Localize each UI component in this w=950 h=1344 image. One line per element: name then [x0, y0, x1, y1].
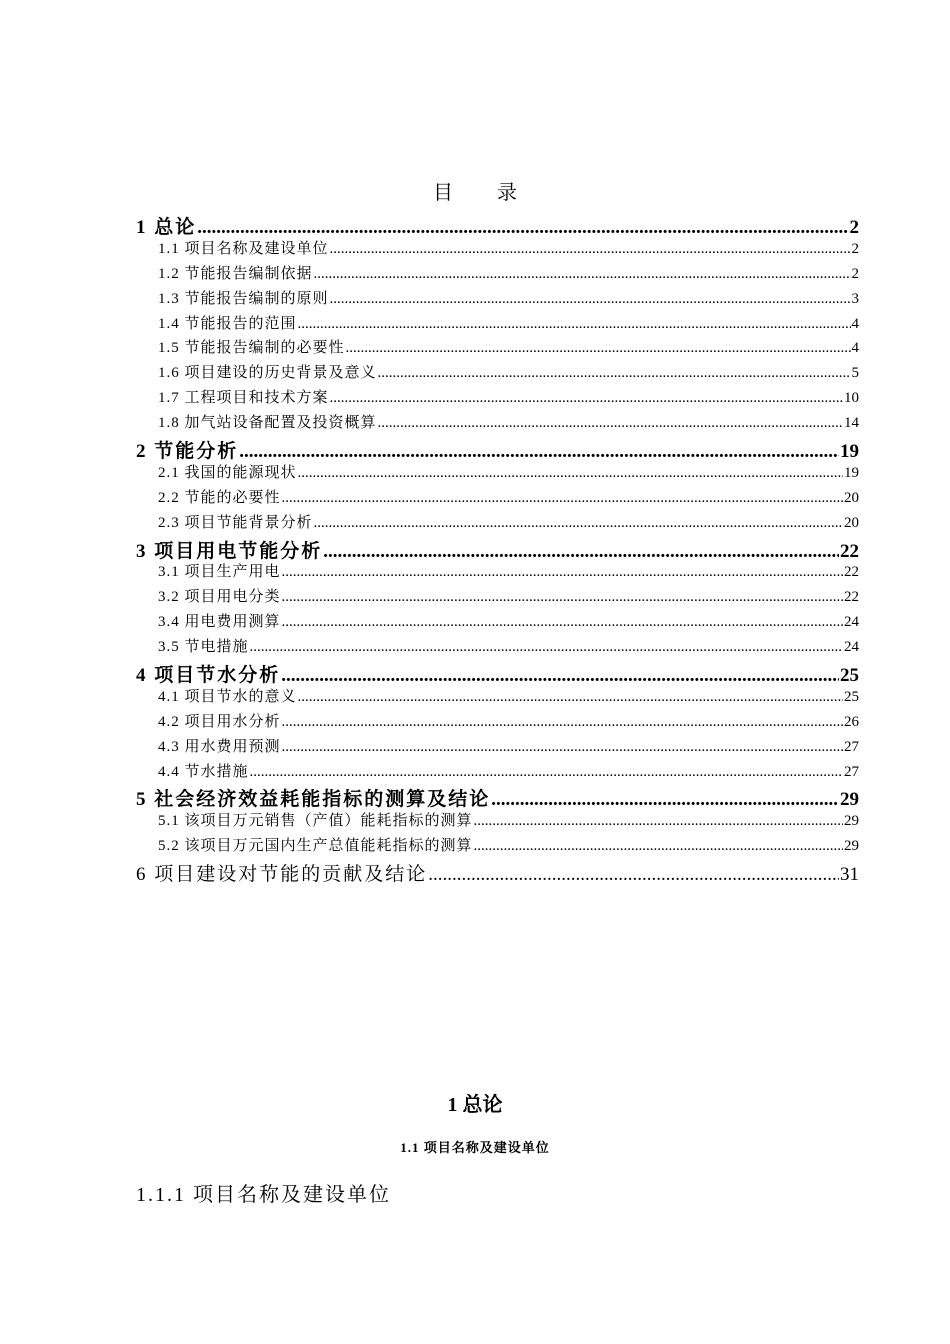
toc-entry-page-number: 29 [844, 838, 859, 855]
toc-entry[interactable] [136, 386, 859, 411]
toc-entry-page-number: 31 [840, 864, 859, 885]
table-of-contents [136, 212, 859, 884]
toc-entry-label: 5.2 该项目万元国内生产总值能耗指标的测算 [158, 838, 473, 855]
toc-entry-page-number: 3 [851, 290, 859, 307]
toc-dot-leader [330, 241, 851, 258]
toc-entry[interactable] [136, 336, 859, 361]
toc-entry-page-number: 20 [844, 514, 859, 531]
toc-entry[interactable] [136, 635, 859, 660]
toc-dot-leader [378, 365, 851, 382]
toc-entry[interactable] [136, 859, 859, 884]
toc-dot-leader [474, 813, 843, 830]
toc-entry[interactable] [136, 436, 859, 461]
toc-entry[interactable] [136, 809, 859, 834]
toc-entry-label: 3.2 项目用电分类 [158, 589, 281, 606]
toc-dot-leader [282, 564, 843, 581]
toc-entry-label: 4 项目节水分析 [136, 665, 281, 685]
toc-entry-label: 5 社会经济效益耗能指标的测算及结论 [136, 789, 491, 810]
toc-entry[interactable] [136, 511, 859, 536]
toc-dot-leader [282, 490, 843, 507]
toc-entry[interactable] [136, 461, 859, 486]
toc-entry[interactable] [136, 685, 859, 710]
toc-entry[interactable] [136, 735, 859, 760]
section-heading: 1 总论 [447, 1094, 503, 1116]
toc-entry-page-number: 4 [851, 340, 859, 357]
toc-entry-page-number: 2 [849, 217, 859, 237]
toc-entry-label: 1.8 加气站设备配置及投资概算 [158, 415, 377, 432]
toc-entry[interactable] [136, 560, 859, 585]
toc-entry-label: 4.4 节水措施 [158, 763, 249, 780]
toc-dot-leader [282, 739, 843, 756]
toc-entry-page-number: 4 [851, 315, 859, 332]
toc-dot-leader [197, 217, 848, 237]
toc-entry-page-number: 19 [840, 441, 859, 461]
toc-entry[interactable] [136, 710, 859, 735]
toc-entry[interactable] [136, 237, 859, 262]
toc-entry-label: 3.1 项目生产用电 [158, 564, 281, 581]
toc-entry-label: 3.4 用电费用测算 [158, 614, 281, 631]
toc-dot-leader [281, 665, 839, 685]
toc-entry[interactable] [136, 287, 859, 312]
toc-entry[interactable] [136, 760, 859, 785]
toc-entry-page-number: 20 [844, 489, 859, 506]
toc-entry[interactable] [136, 262, 859, 287]
toc-entry[interactable] [136, 610, 859, 635]
toc-dot-leader [428, 864, 839, 884]
toc-entry[interactable] [136, 660, 859, 685]
toc-entry-label: 1.4 节能报告的范围 [158, 315, 297, 332]
toc-entry[interactable] [136, 212, 859, 237]
toc-dot-leader [239, 441, 839, 461]
toc-dot-leader [282, 714, 843, 731]
toc-entry-label: 1.5 节能报告编制的必要性 [158, 340, 345, 357]
toc-dot-leader [474, 838, 843, 855]
toc-dot-leader [491, 789, 839, 809]
toc-dot-leader [323, 541, 839, 561]
toc-dot-leader [298, 316, 851, 333]
toc-entry-label: 4.2 项目用水分析 [158, 713, 281, 730]
toc-entry-page-number: 27 [844, 738, 859, 755]
toc-entry[interactable] [136, 536, 859, 561]
toc-entry-label: 1 总论 [136, 217, 197, 237]
toc-entry-label: 2.2 节能的必要性 [158, 489, 281, 506]
toc-entry[interactable] [136, 585, 859, 610]
toc-entry[interactable] [136, 834, 859, 859]
toc-entry-label: 1.1 项目名称及建设单位 [158, 240, 329, 257]
toc-entry[interactable] [136, 312, 859, 337]
toc-entry-label: 1.6 项目建设的历史背景及意义 [158, 365, 377, 382]
toc-entry[interactable] [136, 361, 859, 386]
toc-entry-label: 5.1 该项目万元销售（产值）能耗指标的测算 [158, 813, 473, 830]
toc-entry-page-number: 24 [844, 639, 859, 656]
toc-entry-label: 1.7 工程项目和技术方案 [158, 390, 329, 407]
toc-dot-leader [298, 689, 843, 706]
toc-dot-leader [378, 415, 843, 432]
toc-entry-page-number: 22 [844, 589, 859, 606]
toc-entry-label: 4.3 用水费用预测 [158, 738, 281, 755]
toc-dot-leader [250, 764, 843, 781]
toc-entry-page-number: 24 [844, 614, 859, 631]
toc-entry-label: 1.3 节能报告编制的原则 [158, 290, 329, 307]
toc-entry-page-number: 27 [844, 763, 859, 780]
toc-entry-page-number: 26 [844, 713, 859, 730]
toc-entry-page-number: 22 [840, 540, 859, 561]
toc-entry[interactable] [136, 486, 859, 511]
toc-entry-page-number: 2 [851, 265, 859, 282]
toc-entry-page-number: 25 [844, 688, 859, 705]
toc-entry-page-number: 19 [844, 464, 859, 481]
toc-title: 目录 [433, 182, 561, 204]
toc-entry-page-number: 5 [851, 365, 859, 382]
toc-dot-leader [330, 390, 843, 407]
toc-entry-label: 3.5 节电措施 [158, 639, 249, 656]
toc-entry-label: 2 节能分析 [136, 441, 239, 461]
toc-entry-page-number: 22 [844, 564, 859, 581]
toc-entry-label: 4.1 项目节水的意义 [158, 688, 297, 705]
toc-dot-leader [298, 465, 843, 482]
toc-entry-page-number: 29 [844, 813, 859, 830]
toc-dot-leader [282, 614, 843, 631]
toc-entry-label: 2.1 我国的能源现状 [158, 464, 297, 481]
toc-dot-leader [282, 589, 843, 606]
toc-entry-page-number: 25 [840, 665, 859, 685]
toc-entry-page-number: 29 [840, 789, 859, 810]
toc-entry[interactable] [136, 784, 859, 809]
toc-dot-leader [314, 266, 851, 283]
toc-entry-page-number: 14 [844, 415, 859, 432]
toc-entry-label: 3 项目用电节能分析 [136, 540, 323, 561]
toc-dot-leader [250, 639, 843, 656]
toc-entry-label: 1.2 节能报告编制依据 [158, 265, 313, 282]
toc-entry-page-number: 10 [844, 390, 859, 407]
toc-entry[interactable] [136, 411, 859, 436]
toc-dot-leader [346, 340, 851, 357]
subsubsection-heading: 1.1.1 项目名称及建设单位 [136, 1184, 391, 1206]
toc-entry-label: 6 项目建设对节能的贡献及结论 [136, 864, 428, 885]
toc-entry-page-number: 2 [851, 240, 859, 257]
subsection-heading: 1.1 项目名称及建设单位 [400, 1140, 550, 1155]
toc-dot-leader [330, 291, 851, 308]
toc-dot-leader [314, 515, 843, 532]
toc-entry-label: 2.3 项目节能背景分析 [158, 514, 313, 531]
